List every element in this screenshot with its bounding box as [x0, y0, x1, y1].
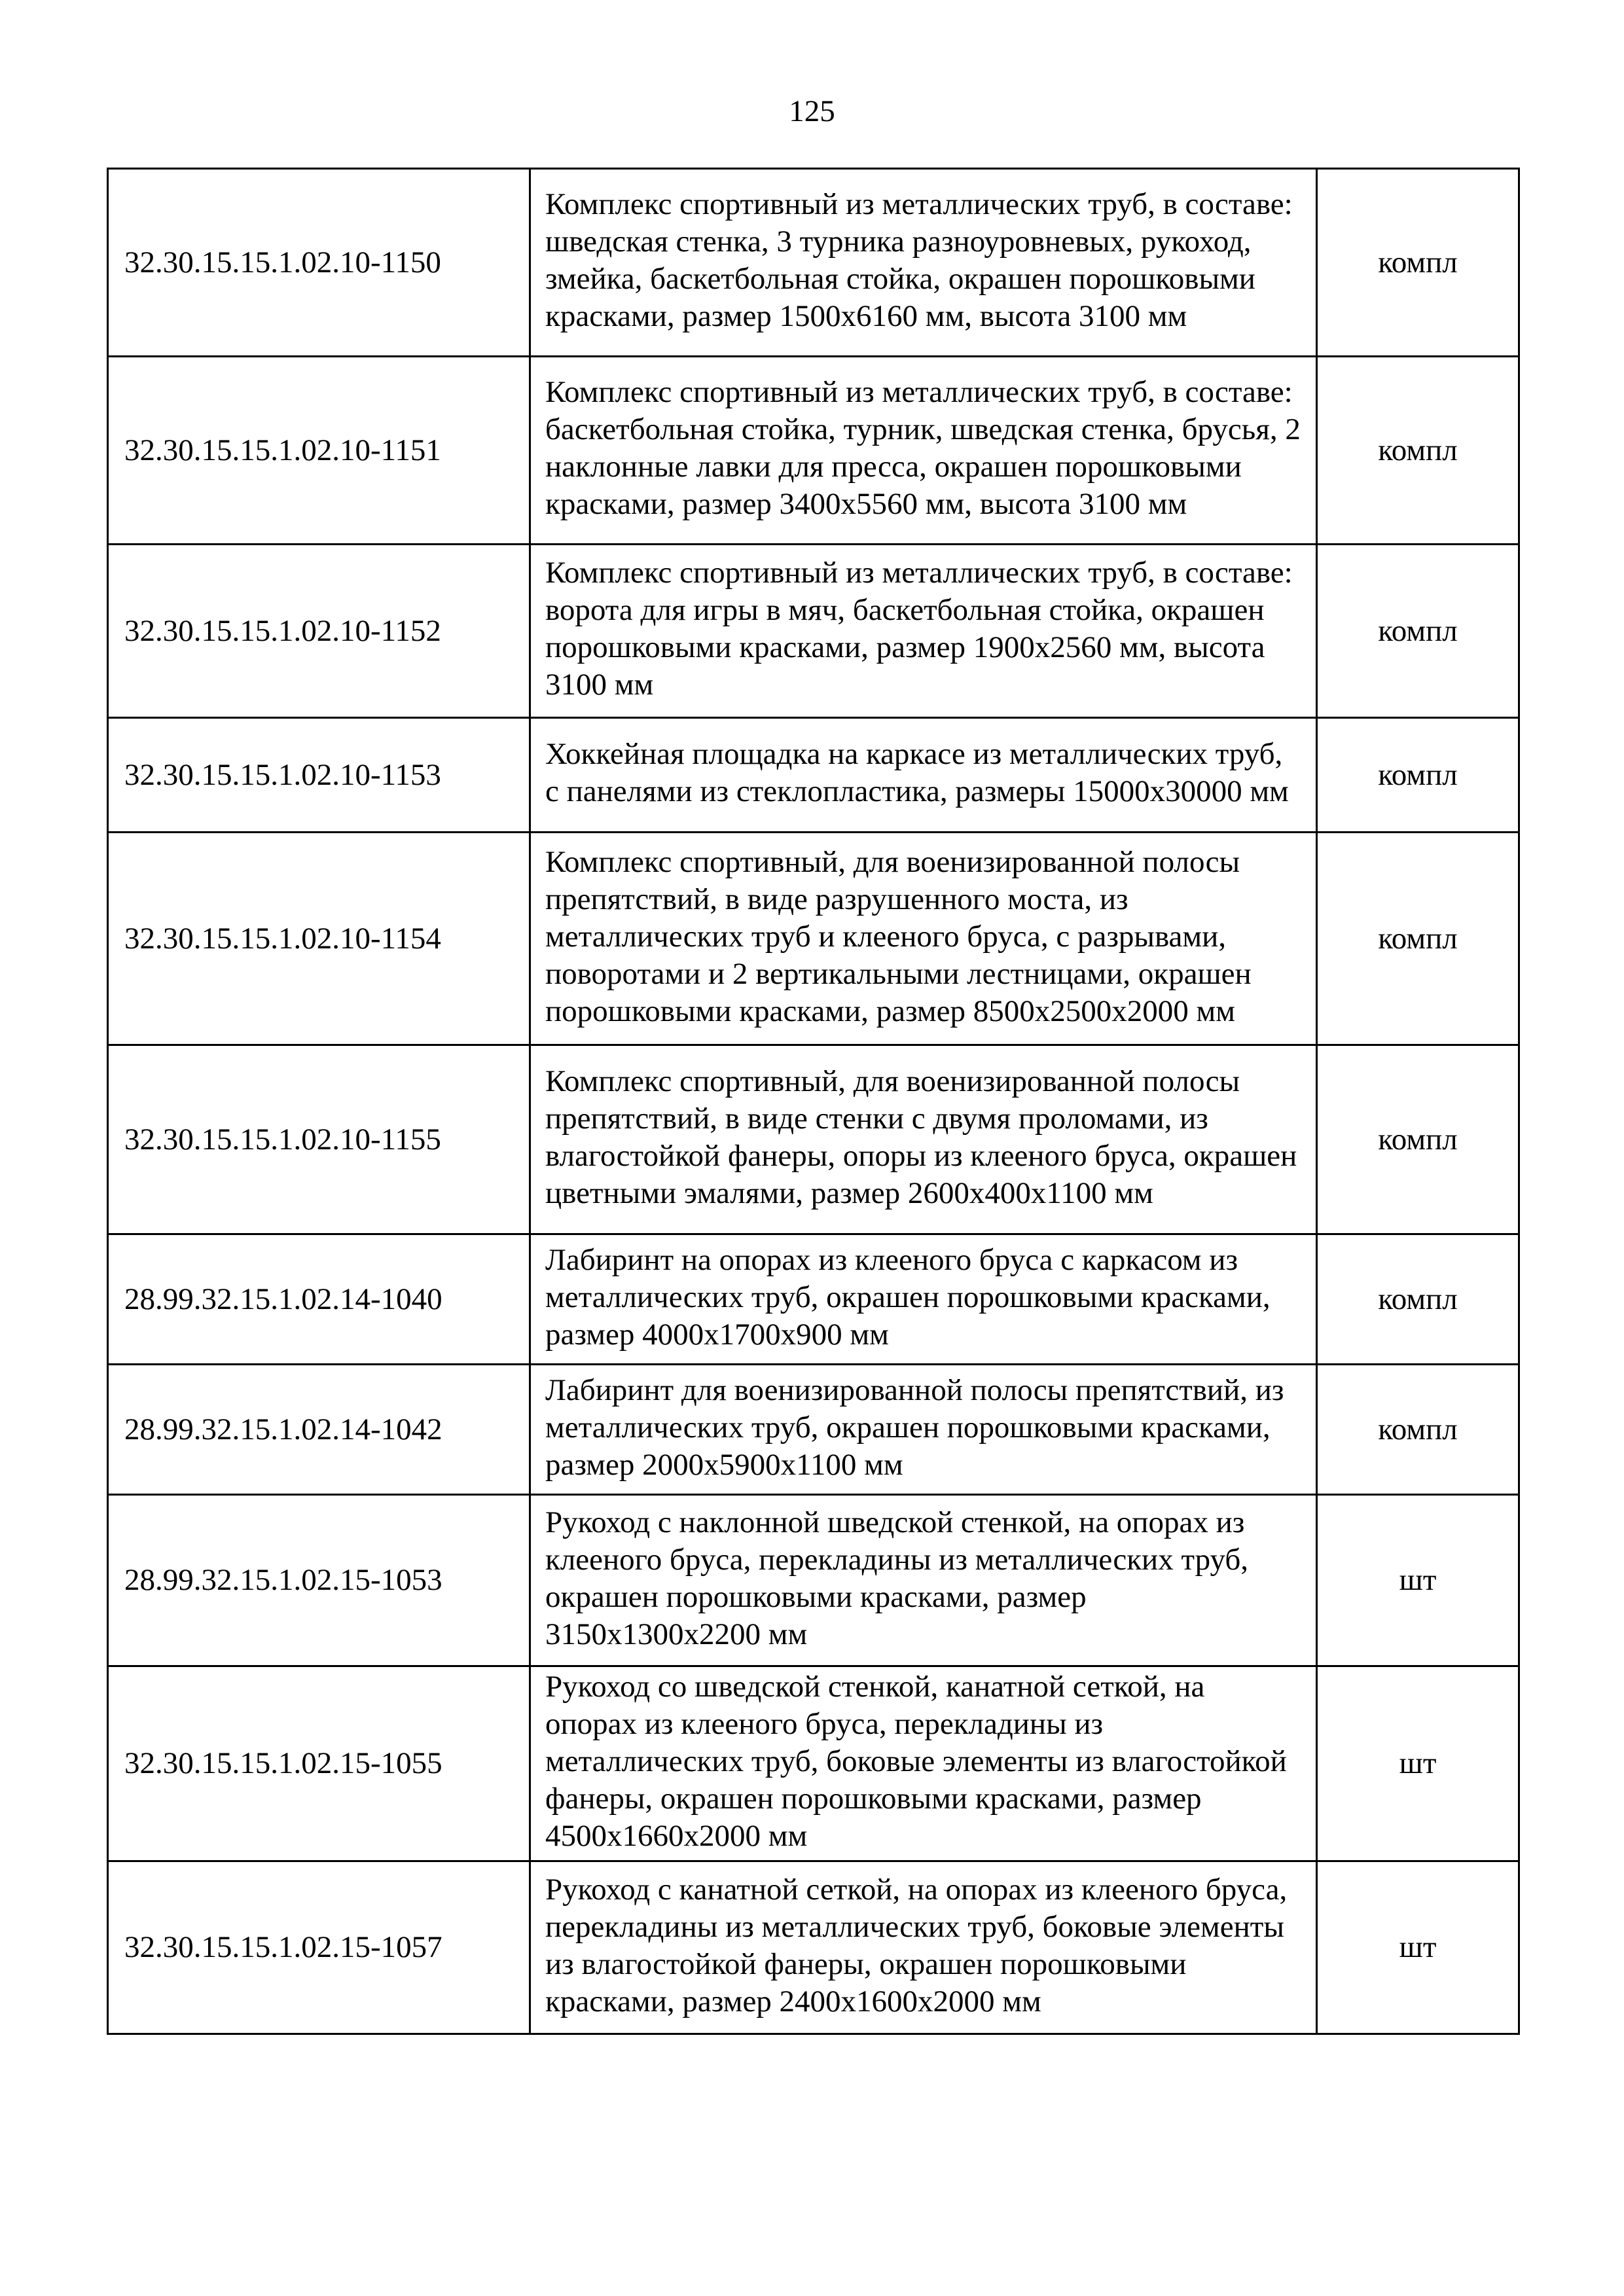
unit-of-measure: компл — [1317, 1234, 1519, 1365]
resource-description: Лабиринт на опорах из клееного бруса с каркасом из металлических труб, окрашен порошковыми красками, размер 4000х1700х900 мм — [530, 1234, 1317, 1365]
resource-description: Комплекс спортивный из металлических труб, в составе: ворота для игры в мяч, баскетбольная стойка, окрашен порошковыми красками, размер 1900х2560 мм, высота 3100 мм — [530, 545, 1317, 718]
table-row — [108, 357, 1519, 545]
table-row — [108, 718, 1519, 833]
resource-code: 28.99.32.15.1.02.14-1040 — [108, 1234, 530, 1365]
resource-description: Рукоход со шведской стенкой, канатной сеткой, на опорах из клееного бруса, перекладины из металлических труб, боковые элементы из влагостойкой фанеры, окрашен порошковыми красками, размер 4500х1660х2000 мм — [530, 1666, 1317, 1861]
unit-of-measure: компл — [1317, 169, 1519, 357]
resource-description: Рукоход с канатной сеткой, на опорах из клееного бруса, перекладины из металлических труб, боковые элементы из влагостойкой фанеры, окрашен порошковыми красками, размер 2400х1600х2000 мм — [530, 1861, 1317, 2034]
page-number: 125 — [789, 94, 835, 128]
unit-of-measure: компл — [1317, 545, 1519, 718]
resource-description: Комплекс спортивный из металлических труб, в составе: шведская стенка, 3 турника разноуровневых, рукоход, змейка, баскетбольная стойка, окрашен порошковыми красками, размер 1500х6160 мм, высота 3100 мм — [530, 169, 1317, 357]
resource-description: Хоккейная площадка на каркасе из металлических труб, с панелями из стеклопластика, размеры 15000х30000 мм — [530, 718, 1317, 833]
unit-of-measure: компл — [1317, 718, 1519, 833]
resource-code: 28.99.32.15.1.02.14-1042 — [108, 1365, 530, 1495]
resource-code: 32.30.15.15.1.02.15-1057 — [108, 1861, 530, 2034]
unit-of-measure: компл — [1317, 833, 1519, 1045]
unit-of-measure: шт — [1317, 1495, 1519, 1666]
resource-description: Комплекс спортивный из металлических труб, в составе: баскетбольная стойка, турник, шведская стенка, брусья, 2 наклонные лавки для пресса, окрашен порошковыми красками, размер 3400х5560 мм, высота 3100 мм — [530, 357, 1317, 545]
resource-description: Комплекс спортивный, для военизированной полосы препятствий, в виде разрушенного моста, из металлических труб и клееного бруса, с разрывами, поворотами и 2 вертикальными лестницами, окрашен порошковыми красками, размер 8500х2500х2000 мм — [530, 833, 1317, 1045]
unit-of-measure: шт — [1317, 1666, 1519, 1861]
resource-code: 32.30.15.15.1.02.15-1055 — [108, 1666, 530, 1861]
table-row — [108, 169, 1519, 357]
resource-description: Лабиринт для военизированной полосы препятствий, из металлических труб, окрашен порошковыми красками, размер 2000х5900х1100 мм — [530, 1365, 1317, 1495]
table-row — [108, 833, 1519, 1045]
unit-of-measure: компл — [1317, 1365, 1519, 1495]
table-row — [108, 1861, 1519, 2034]
resource-code: 32.30.15.15.1.02.10-1152 — [108, 545, 530, 718]
table-row — [108, 1666, 1519, 1861]
resource-code: 32.30.15.15.1.02.10-1153 — [108, 718, 530, 833]
table-row — [108, 545, 1519, 718]
table-row — [108, 1365, 1519, 1495]
resource-code: 32.30.15.15.1.02.10-1155 — [108, 1045, 530, 1234]
table-row — [108, 1234, 1519, 1365]
table-row — [108, 1495, 1519, 1666]
resource-table — [107, 168, 1520, 2035]
resource-code: 28.99.32.15.1.02.15-1053 — [108, 1495, 530, 1666]
resource-code: 32.30.15.15.1.02.10-1151 — [108, 357, 530, 545]
unit-of-measure: шт — [1317, 1861, 1519, 2034]
table-row — [108, 1045, 1519, 1234]
resource-description: Рукоход с наклонной шведской стенкой, на опорах из клееного бруса, перекладины из металлических труб, окрашен порошковыми красками, размер 3150х1300х2200 мм — [530, 1495, 1317, 1666]
resource-description: Комплекс спортивный, для военизированной полосы препятствий, в виде стенки с двумя проломами, из влагостойкой фанеры, опоры из клееного бруса, окрашен цветными эмалями, размер 2600х400х1100 мм — [530, 1045, 1317, 1234]
unit-of-measure: компл — [1317, 357, 1519, 545]
resource-code: 32.30.15.15.1.02.10-1154 — [108, 833, 530, 1045]
resource-code: 32.30.15.15.1.02.10-1150 — [108, 169, 530, 357]
unit-of-measure: компл — [1317, 1045, 1519, 1234]
